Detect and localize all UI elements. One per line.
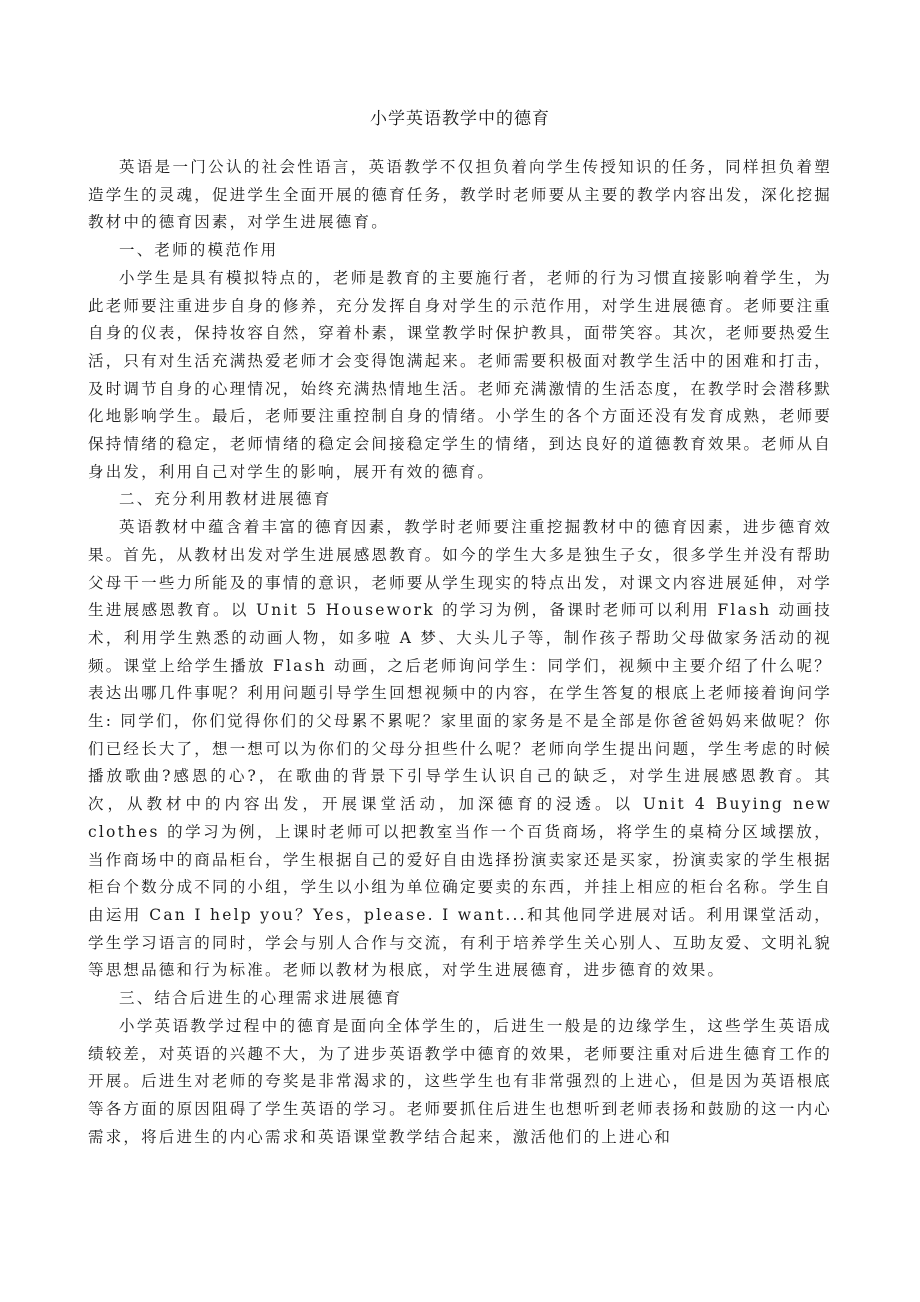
document-title: 小学英语教学中的德育 <box>370 109 550 129</box>
section-2-paragraph: 英语教材中蕴含着丰富的德育因素，教学时老师要注重挖掘教材中的德育因素，进步德育效果。首先，从教材出发对学生进展感恩教育。如今的学生大多是独生子女，很多学生并没有帮助父母干一些力所能及的事情的意识，老师要从学生现实的特点出发，对课文内容进展延伸，对学生进展感恩教育。以 Unit 5 Housework 的学习为例，备课时老师可以利用 Flash 动画技术，利用学生熟悉的动画人物，如多啦 A 梦、大头儿子等，制作孩子帮助父母做家务活动的视频。课堂上给学生播放 Flash 动画，之后老师询问学生：同学们，视频中主要介绍了什么呢？表达出哪几件事呢？利用问题引导学生回想视频中的内容，在学生答复的根底上老师接着询问学生: 同学们，你们觉得你们的父母累不累呢？家里面的家务是不是全部是你爸爸妈妈来做呢？你们已经长大了，想一想可以为你们的父母分担些什么呢？老师向学生提出问题，学生考虑的时候播放歌曲?感恩的心?，在歌曲的背景下引导学生认识自己的缺乏，对学生进展感恩教育。其次，从教材中的内容出发，开展课堂活动，加深德育的浸透。以 Unit 4 Buying new clothes 的学习为例，上课时老师可以把教室当作一个百货商场，将学生的桌椅分区域摆放，当作商场中的商品柜台，学生根据自己的爱好自由选择扮演卖家还是买家，扮演卖家的学生根据柜台个数分成不同的小组，学生以小组为单位确定要卖的东西，并挂上相应的柜台名称。学生自由运用 Can I help you？Yes，please. I want...和其他同学进展对话。利用课堂活动，学生学习语言的同时，学会与别人合作与交流，有利于培养学生关心别人、互助友爱、文明礼貌等思想品德和行为标准。老师以教材为根底，对学生进展德育，进步德育的效果。 <box>88 518 832 980</box>
section-3-paragraph: 小学英语教学过程中的德育是面向全体学生的，后进生一般是的边缘学生，这些学生英语成绩较差，对英语的兴趣不大，为了进步英语教学中德育的效果，老师要注重对后进生德育工作的开展。后进生对老师的夸奖是非常渴求的，这些学生也有非常强烈的上进心，但是因为英语根底等各方面的原因阻碍了学生英语的学习。老师要抓住后进生也想听到老师表扬和鼓励的这一内心需求，将后进生的内心需求和英语课堂教学结合起来，激活他们的上进心和 <box>88 1016 832 1146</box>
intro-paragraph: 英语是一门公认的社会性语言，英语教学不仅担负着向学生传授知识的任务，同样担负着塑造学生的灵魂，促进学生全面开展的德育任务，教学时老师要从主要的教学内容出发，深化挖掘教材中的德育因素，对学生进展德育。 <box>88 158 832 232</box>
section-3-heading: 三、结合后进生的心理需求进展德育 <box>119 989 403 1008</box>
section-1-paragraph: 小学生是具有模拟特点的，老师是教育的主要施行者，老师的行为习惯直接影响着学生，为此老师要注重进步自身的修养，充分发挥自身对学生的示范作用，对学生进展德育。老师要注重自身的仪表，保持妆容自然，穿着朴素，课堂教学时保护教具，面带笑容。其次，老师要热爱生活，只有对生活充满热爱老师才会变得饱满起来。老师需要积极面对教学生活中的困难和打击，及时调节自身的心理情况，始终充满热情地生活。老师充满激情的生活态度，在教学时会潜移默化地影响学生。最后，老师要注重控制自身的情绪。小学生的各个方面还没有发育成熟，老师要保持情绪的稳定，老师情绪的稳定会间接稳定学生的情绪，到达良好的道德教育效果。老师从自身出发，利用自己对学生的影响，展开有效的德育。 <box>88 268 832 481</box>
section-1-heading: 一、老师的模范作用 <box>119 241 279 260</box>
section-2-heading: 二、充分利用教材进展德育 <box>119 490 332 509</box>
